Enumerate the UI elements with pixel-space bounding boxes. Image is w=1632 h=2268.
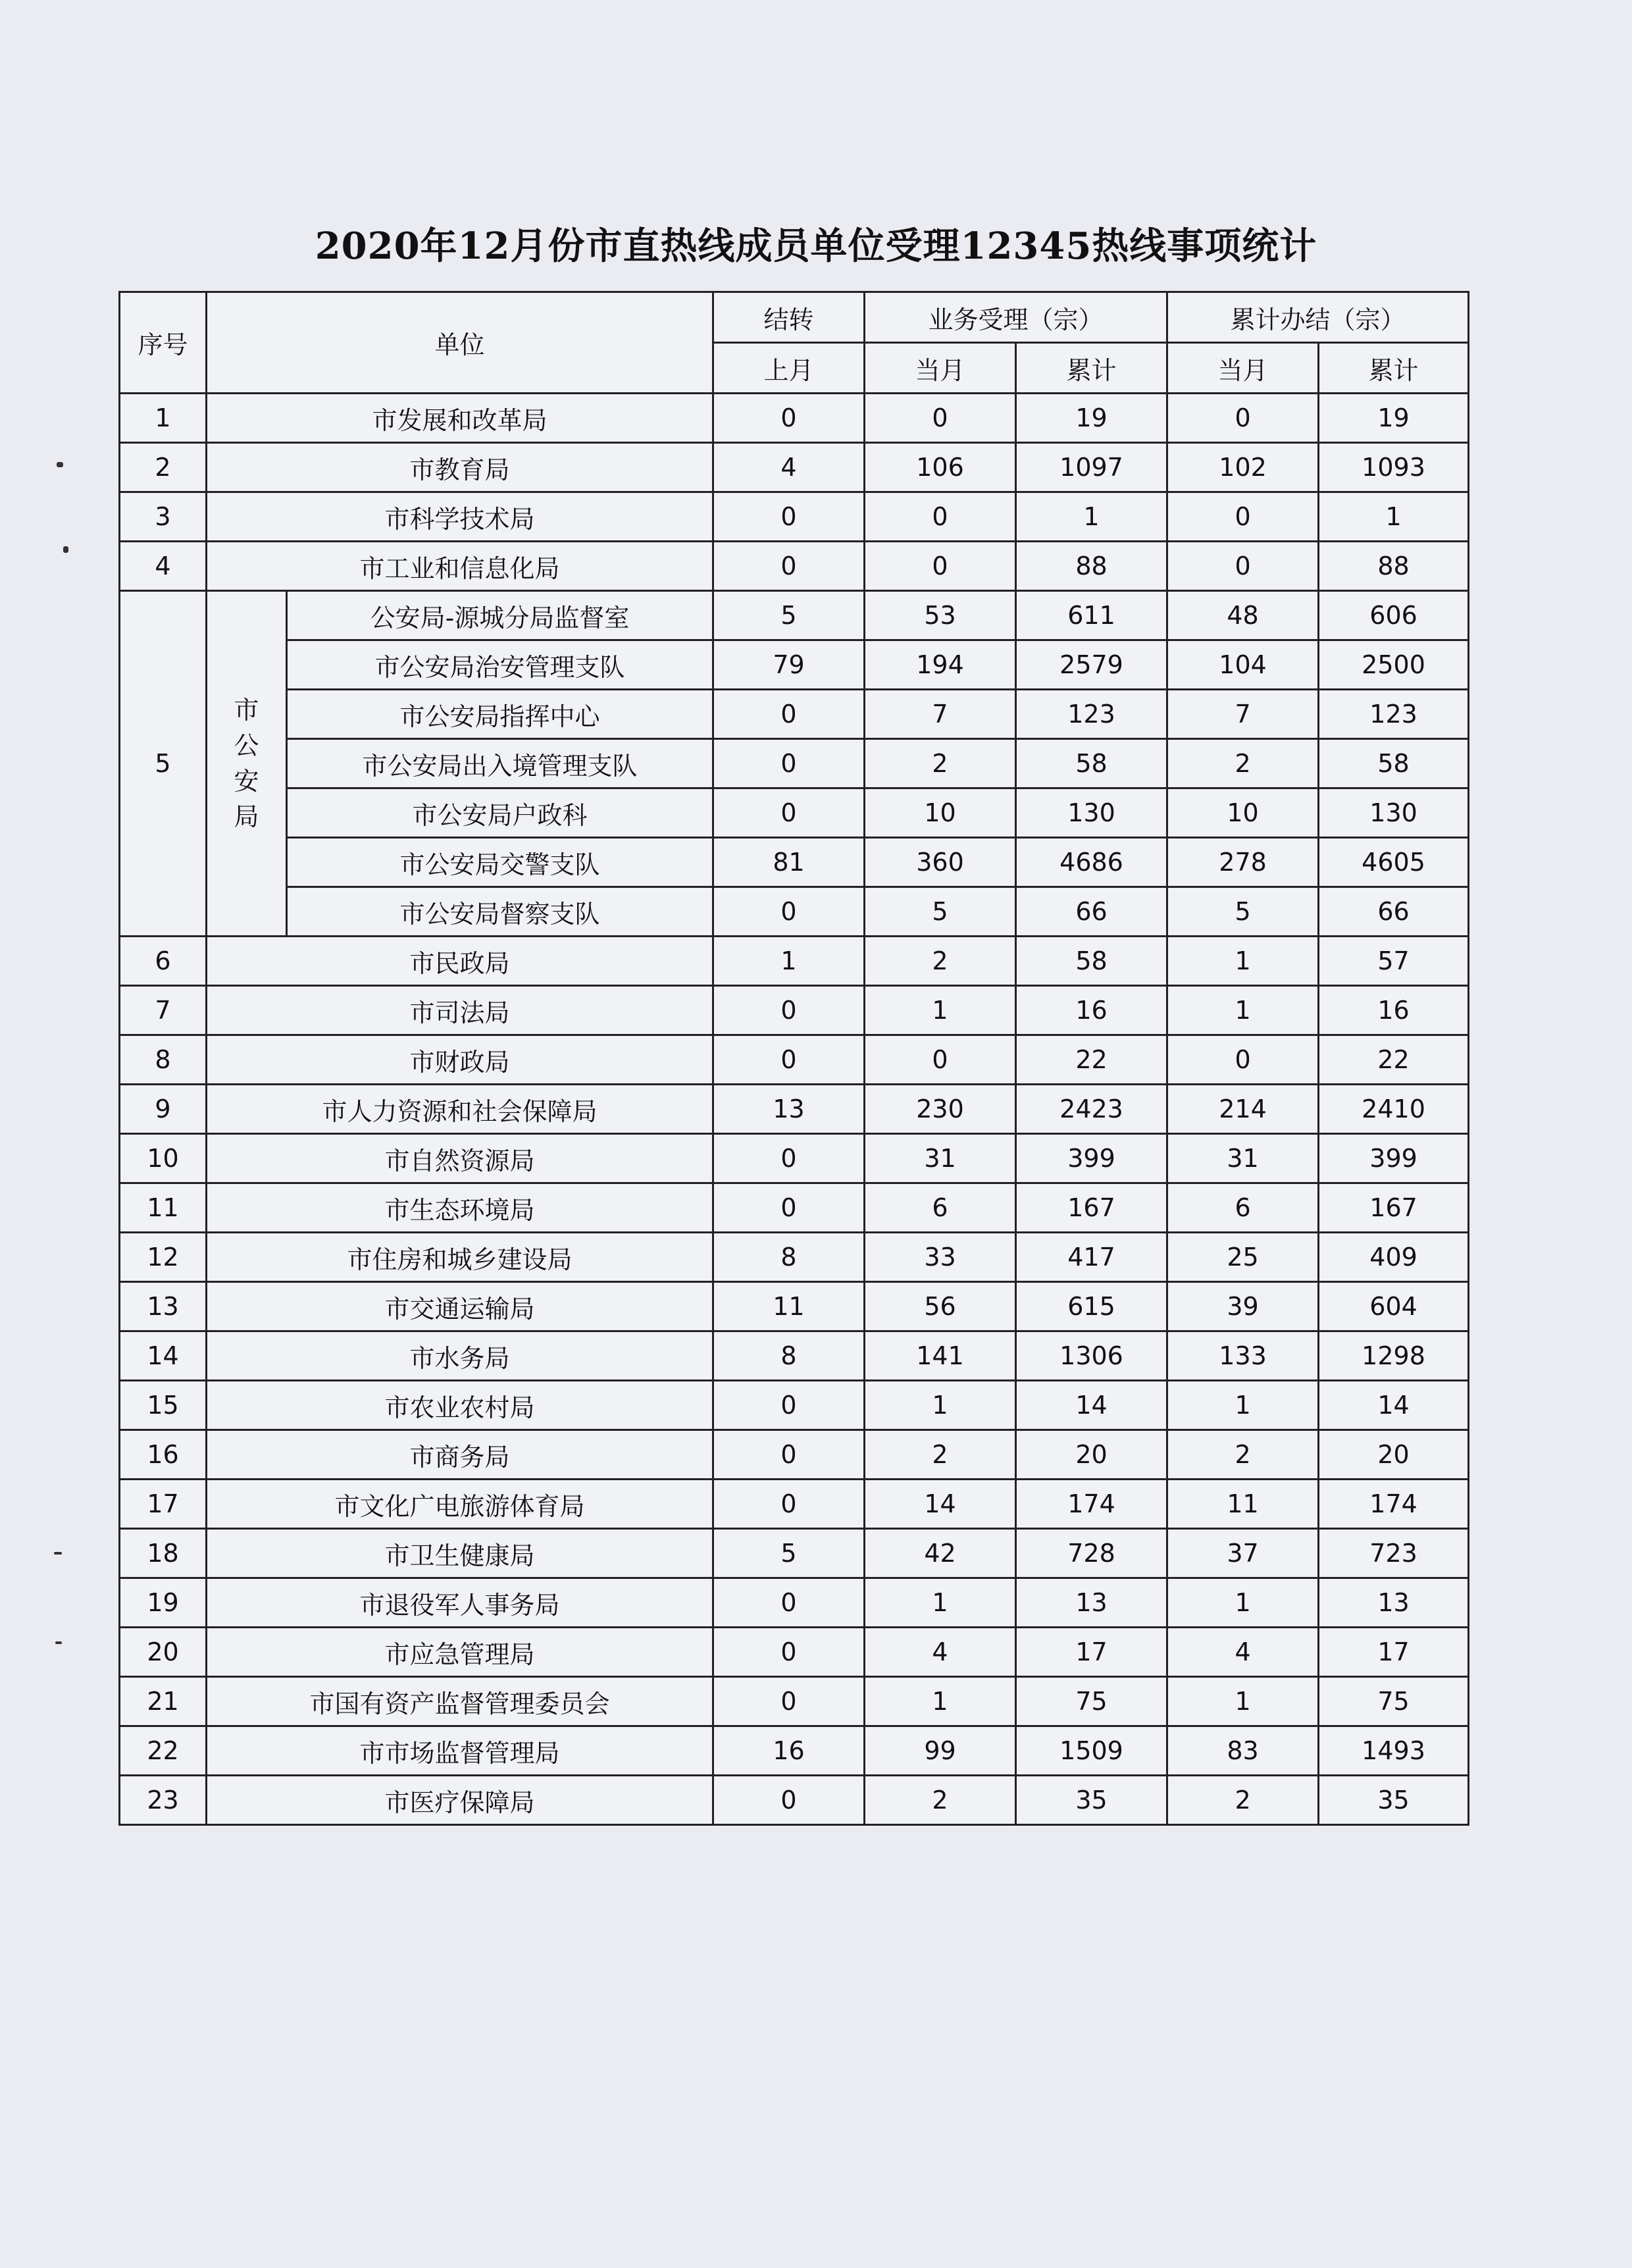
- cell-accepted-month: 6: [865, 1183, 1016, 1233]
- cell-seq: 4: [120, 542, 207, 591]
- table-body: [120, 394, 1469, 1825]
- cell-done-month: 278: [1167, 838, 1319, 887]
- cell-seq: 11: [120, 1183, 207, 1233]
- cell-accepted-month: 0: [865, 542, 1016, 591]
- cell-seq: 18: [120, 1529, 207, 1578]
- cell-accepted-cumulative: 728: [1016, 1529, 1167, 1578]
- cell-accepted-month: 1: [865, 986, 1016, 1035]
- cell-accepted-month: 14: [865, 1480, 1016, 1529]
- cell-accepted-cumulative: 4686: [1016, 838, 1167, 887]
- cell-done-month: 0: [1167, 394, 1319, 443]
- cell-unit: 市国有资产监督管理委员会: [207, 1677, 713, 1726]
- cell-accepted-month: 0: [865, 394, 1016, 443]
- cell-carry: 0: [713, 1134, 865, 1183]
- cell-seq: 17: [120, 1480, 207, 1529]
- cell-unit: 市公安局督察支队: [287, 887, 713, 937]
- cell-unit: 市文化广电旅游体育局: [207, 1480, 713, 1529]
- cell-accepted-month: 99: [865, 1726, 1016, 1776]
- cell-carry: 79: [713, 640, 865, 690]
- table-row: [120, 739, 1469, 788]
- cell-carry: 81: [713, 838, 865, 887]
- scan-speck: [55, 1641, 62, 1644]
- cell-carry: 0: [713, 788, 865, 838]
- cell-done-month: 1: [1167, 1677, 1319, 1726]
- cell-carry: 0: [713, 1381, 865, 1430]
- header-done-cumulative: 累计: [1319, 343, 1469, 394]
- cell-carry: 5: [713, 1529, 865, 1578]
- table-header: [120, 292, 1469, 394]
- cell-seq: 1: [120, 394, 207, 443]
- cell-seq: 21: [120, 1677, 207, 1726]
- header-done-month: 当月: [1167, 343, 1319, 394]
- cell-carry: 0: [713, 1035, 865, 1085]
- header-done: 累计办结（宗）: [1167, 292, 1469, 343]
- cell-done-cumulative: 75: [1319, 1677, 1469, 1726]
- cell-accepted-month: 0: [865, 1035, 1016, 1085]
- cell-accepted-month: 1: [865, 1578, 1016, 1628]
- cell-seq: 9: [120, 1085, 207, 1134]
- cell-done-cumulative: 2410: [1319, 1085, 1469, 1134]
- cell-accepted-month: 360: [865, 838, 1016, 887]
- cell-accepted-month: 194: [865, 640, 1016, 690]
- table-row: [120, 1578, 1469, 1628]
- cell-unit: 市生态环境局: [207, 1183, 713, 1233]
- cell-carry: 0: [713, 1628, 865, 1677]
- page-title: 2020年12月份市直热线成员单位受理12345热线事项统计: [315, 224, 1317, 268]
- cell-parent-unit: [207, 591, 287, 937]
- header-accepted: 业务受理（宗）: [865, 292, 1167, 343]
- cell-done-cumulative: 58: [1319, 739, 1469, 788]
- cell-done-cumulative: 604: [1319, 1282, 1469, 1331]
- cell-done-cumulative: 88: [1319, 542, 1469, 591]
- table-row: [120, 1134, 1469, 1183]
- parent-unit-char: 安: [234, 767, 259, 796]
- cell-done-month: 37: [1167, 1529, 1319, 1578]
- cell-unit: 市工业和信息化局: [207, 542, 713, 591]
- cell-accepted-cumulative: 1306: [1016, 1331, 1167, 1381]
- cell-done-cumulative: 723: [1319, 1529, 1469, 1578]
- cell-accepted-cumulative: 16: [1016, 986, 1167, 1035]
- table-row: [120, 788, 1469, 838]
- cell-unit: 市农业农村局: [207, 1381, 713, 1430]
- header-unit: 单位: [207, 292, 713, 394]
- cell-done-month: 214: [1167, 1085, 1319, 1134]
- cell-unit: 市民政局: [207, 937, 713, 986]
- cell-done-cumulative: 1298: [1319, 1331, 1469, 1381]
- cell-accepted-cumulative: 20: [1016, 1430, 1167, 1480]
- cell-seq: 2: [120, 443, 207, 492]
- table-row: [120, 640, 1469, 690]
- cell-done-cumulative: 123: [1319, 690, 1469, 739]
- scan-speck: [63, 546, 68, 553]
- cell-accepted-cumulative: 1097: [1016, 443, 1167, 492]
- cell-done-cumulative: 22: [1319, 1035, 1469, 1085]
- cell-accepted-cumulative: 58: [1016, 937, 1167, 986]
- cell-done-month: 5: [1167, 887, 1319, 937]
- cell-done-cumulative: 1093: [1319, 443, 1469, 492]
- cell-unit: 市教育局: [207, 443, 713, 492]
- cell-seq: 13: [120, 1282, 207, 1331]
- table-row: [120, 1233, 1469, 1282]
- table-row: [120, 1282, 1469, 1331]
- cell-seq: 19: [120, 1578, 207, 1628]
- cell-accepted-month: 4: [865, 1628, 1016, 1677]
- cell-accepted-month: 10: [865, 788, 1016, 838]
- cell-carry: 0: [713, 1578, 865, 1628]
- cell-unit: 市人力资源和社会保障局: [207, 1085, 713, 1134]
- cell-accepted-month: 56: [865, 1282, 1016, 1331]
- cell-done-month: 102: [1167, 443, 1319, 492]
- cell-seq: 20: [120, 1628, 207, 1677]
- cell-carry: 0: [713, 394, 865, 443]
- table-row: [120, 1381, 1469, 1430]
- cell-unit: 市交通运输局: [207, 1282, 713, 1331]
- table-row: [120, 1677, 1469, 1726]
- cell-done-cumulative: 19: [1319, 394, 1469, 443]
- cell-unit: 市司法局: [207, 986, 713, 1035]
- cell-accepted-cumulative: 2423: [1016, 1085, 1167, 1134]
- cell-unit: 市退役军人事务局: [207, 1578, 713, 1628]
- cell-carry: 5: [713, 591, 865, 640]
- cell-accepted-cumulative: 130: [1016, 788, 1167, 838]
- scan-speck: [54, 1552, 62, 1555]
- cell-done-cumulative: 20: [1319, 1430, 1469, 1480]
- cell-done-month: 48: [1167, 591, 1319, 640]
- cell-done-cumulative: 16: [1319, 986, 1469, 1035]
- cell-done-cumulative: 66: [1319, 887, 1469, 937]
- cell-done-cumulative: 1493: [1319, 1726, 1469, 1776]
- cell-done-month: 1: [1167, 986, 1319, 1035]
- cell-accepted-cumulative: 13: [1016, 1578, 1167, 1628]
- cell-accepted-month: 106: [865, 443, 1016, 492]
- cell-carry: 16: [713, 1726, 865, 1776]
- parent-unit-char: 局: [234, 802, 259, 831]
- cell-seq: 7: [120, 986, 207, 1035]
- cell-done-month: 31: [1167, 1134, 1319, 1183]
- header-accepted-month: 当月: [865, 343, 1016, 394]
- cell-unit: 市财政局: [207, 1035, 713, 1085]
- cell-accepted-month: 230: [865, 1085, 1016, 1134]
- cell-done-cumulative: 14: [1319, 1381, 1469, 1430]
- cell-carry: 8: [713, 1331, 865, 1381]
- cell-unit: 市公安局出入境管理支队: [287, 739, 713, 788]
- cell-carry: 0: [713, 887, 865, 937]
- cell-accepted-month: 2: [865, 937, 1016, 986]
- cell-seq: 5: [120, 591, 207, 937]
- cell-done-month: 11: [1167, 1480, 1319, 1529]
- cell-seq: 15: [120, 1381, 207, 1430]
- cell-accepted-cumulative: 399: [1016, 1134, 1167, 1183]
- table-row: [120, 986, 1469, 1035]
- cell-carry: 4: [713, 443, 865, 492]
- table-row: [120, 1726, 1469, 1776]
- cell-unit: 市应急管理局: [207, 1628, 713, 1677]
- cell-carry: 0: [713, 1183, 865, 1233]
- table-row: [120, 1430, 1469, 1480]
- cell-accepted-month: 42: [865, 1529, 1016, 1578]
- cell-unit: 市水务局: [207, 1331, 713, 1381]
- cell-done-cumulative: 2500: [1319, 640, 1469, 690]
- cell-accepted-cumulative: 611: [1016, 591, 1167, 640]
- cell-done-cumulative: 13: [1319, 1578, 1469, 1628]
- cell-done-cumulative: 167: [1319, 1183, 1469, 1233]
- cell-seq: 22: [120, 1726, 207, 1776]
- table-row: [120, 1035, 1469, 1085]
- cell-accepted-cumulative: 417: [1016, 1233, 1167, 1282]
- table-row: [120, 1529, 1469, 1578]
- parent-unit-char: 市: [234, 696, 259, 725]
- cell-done-cumulative: 409: [1319, 1233, 1469, 1282]
- cell-done-cumulative: 57: [1319, 937, 1469, 986]
- cell-accepted-cumulative: 1509: [1016, 1726, 1167, 1776]
- cell-accepted-cumulative: 22: [1016, 1035, 1167, 1085]
- cell-done-month: 7: [1167, 690, 1319, 739]
- cell-seq: 23: [120, 1776, 207, 1825]
- cell-done-month: 25: [1167, 1233, 1319, 1282]
- table-row: [120, 1183, 1469, 1233]
- cell-done-cumulative: 35: [1319, 1776, 1469, 1825]
- cell-done-cumulative: 174: [1319, 1480, 1469, 1529]
- cell-carry: 0: [713, 492, 865, 542]
- cell-unit: 市公安局户政科: [287, 788, 713, 838]
- table-row: [120, 838, 1469, 887]
- table-row: [120, 937, 1469, 986]
- cell-accepted-cumulative: 615: [1016, 1282, 1167, 1331]
- cell-done-month: 2: [1167, 739, 1319, 788]
- cell-done-month: 1: [1167, 937, 1319, 986]
- cell-seq: 16: [120, 1430, 207, 1480]
- scan-speck: [57, 462, 63, 467]
- table-row: [120, 1480, 1469, 1529]
- table-row: [120, 1085, 1469, 1134]
- cell-done-month: 2: [1167, 1776, 1319, 1825]
- cell-accepted-cumulative: 35: [1016, 1776, 1167, 1825]
- cell-accepted-month: 2: [865, 739, 1016, 788]
- cell-accepted-cumulative: 14: [1016, 1381, 1167, 1430]
- cell-seq: 10: [120, 1134, 207, 1183]
- table-row: [120, 492, 1469, 542]
- cell-done-month: 6: [1167, 1183, 1319, 1233]
- cell-done-month: 39: [1167, 1282, 1319, 1331]
- cell-done-month: 4: [1167, 1628, 1319, 1677]
- cell-unit: 市医疗保障局: [207, 1776, 713, 1825]
- cell-unit: 市发展和改革局: [207, 394, 713, 443]
- cell-unit: 市商务局: [207, 1430, 713, 1480]
- cell-unit: 市公安局指挥中心: [287, 690, 713, 739]
- cell-unit: 市市场监督管理局: [207, 1726, 713, 1776]
- cell-unit: 市公安局交警支队: [287, 838, 713, 887]
- cell-done-cumulative: 606: [1319, 591, 1469, 640]
- cell-unit: 市公安局治安管理支队: [287, 640, 713, 690]
- cell-accepted-cumulative: 123: [1016, 690, 1167, 739]
- cell-accepted-cumulative: 88: [1016, 542, 1167, 591]
- cell-done-month: 0: [1167, 492, 1319, 542]
- cell-carry: 11: [713, 1282, 865, 1331]
- cell-accepted-cumulative: 167: [1016, 1183, 1167, 1233]
- cell-accepted-month: 7: [865, 690, 1016, 739]
- cell-accepted-cumulative: 17: [1016, 1628, 1167, 1677]
- cell-done-month: 83: [1167, 1726, 1319, 1776]
- table-row: [120, 591, 1469, 640]
- parent-unit-char: 公: [234, 731, 259, 760]
- cell-done-cumulative: 17: [1319, 1628, 1469, 1677]
- cell-carry: 13: [713, 1085, 865, 1134]
- cell-carry: 0: [713, 690, 865, 739]
- table-row: [120, 1628, 1469, 1677]
- cell-done-month: 1: [1167, 1578, 1319, 1628]
- cell-unit: 市卫生健康局: [207, 1529, 713, 1578]
- cell-done-month: 10: [1167, 788, 1319, 838]
- cell-done-month: 104: [1167, 640, 1319, 690]
- cell-accepted-month: 33: [865, 1233, 1016, 1282]
- cell-unit: 市自然资源局: [207, 1134, 713, 1183]
- cell-accepted-cumulative: 1: [1016, 492, 1167, 542]
- cell-unit: 公安局-源城分局监督室: [287, 591, 713, 640]
- cell-carry: 0: [713, 986, 865, 1035]
- cell-carry: 0: [713, 739, 865, 788]
- cell-accepted-month: 2: [865, 1776, 1016, 1825]
- cell-accepted-month: 1: [865, 1381, 1016, 1430]
- cell-unit: 市住房和城乡建设局: [207, 1233, 713, 1282]
- table-row: [120, 887, 1469, 937]
- cell-accepted-cumulative: 2579: [1016, 640, 1167, 690]
- cell-carry: 8: [713, 1233, 865, 1282]
- cell-accepted-cumulative: 66: [1016, 887, 1167, 937]
- cell-done-month: 0: [1167, 1035, 1319, 1085]
- cell-accepted-month: 2: [865, 1430, 1016, 1480]
- cell-done-cumulative: 1: [1319, 492, 1469, 542]
- cell-unit: 市科学技术局: [207, 492, 713, 542]
- cell-accepted-month: 53: [865, 591, 1016, 640]
- table-row: [120, 394, 1469, 443]
- cell-done-cumulative: 399: [1319, 1134, 1469, 1183]
- header-seq: 序号: [120, 292, 207, 394]
- cell-seq: 8: [120, 1035, 207, 1085]
- cell-seq: 12: [120, 1233, 207, 1282]
- header-carry: 结转: [713, 292, 865, 343]
- cell-accepted-cumulative: 75: [1016, 1677, 1167, 1726]
- table-row: [120, 1331, 1469, 1381]
- cell-accepted-cumulative: 58: [1016, 739, 1167, 788]
- statistics-table: [118, 291, 1469, 1826]
- cell-done-cumulative: 4605: [1319, 838, 1469, 887]
- cell-done-month: 1: [1167, 1381, 1319, 1430]
- cell-carry: 0: [713, 1677, 865, 1726]
- cell-carry: 0: [713, 1480, 865, 1529]
- cell-done-month: 133: [1167, 1331, 1319, 1381]
- cell-accepted-month: 31: [865, 1134, 1016, 1183]
- cell-carry: 0: [713, 1430, 865, 1480]
- cell-accepted-month: 141: [865, 1331, 1016, 1381]
- cell-accepted-month: 1: [865, 1677, 1016, 1726]
- cell-carry: 0: [713, 542, 865, 591]
- cell-carry: 1: [713, 937, 865, 986]
- cell-seq: 14: [120, 1331, 207, 1381]
- cell-accepted-cumulative: 19: [1016, 394, 1167, 443]
- cell-carry: 0: [713, 1776, 865, 1825]
- table-row: [120, 690, 1469, 739]
- cell-accepted-month: 5: [865, 887, 1016, 937]
- header-accepted-cumulative: 累计: [1016, 343, 1167, 394]
- header-carry-prev-month: 上月: [713, 343, 865, 394]
- table-row: [120, 542, 1469, 591]
- cell-done-month: 2: [1167, 1430, 1319, 1480]
- cell-seq: 3: [120, 492, 207, 542]
- cell-done-month: 0: [1167, 542, 1319, 591]
- cell-done-cumulative: 130: [1319, 788, 1469, 838]
- table-row: [120, 443, 1469, 492]
- cell-seq: 6: [120, 937, 207, 986]
- cell-accepted-cumulative: 174: [1016, 1480, 1167, 1529]
- table-row: [120, 1776, 1469, 1825]
- cell-accepted-month: 0: [865, 492, 1016, 542]
